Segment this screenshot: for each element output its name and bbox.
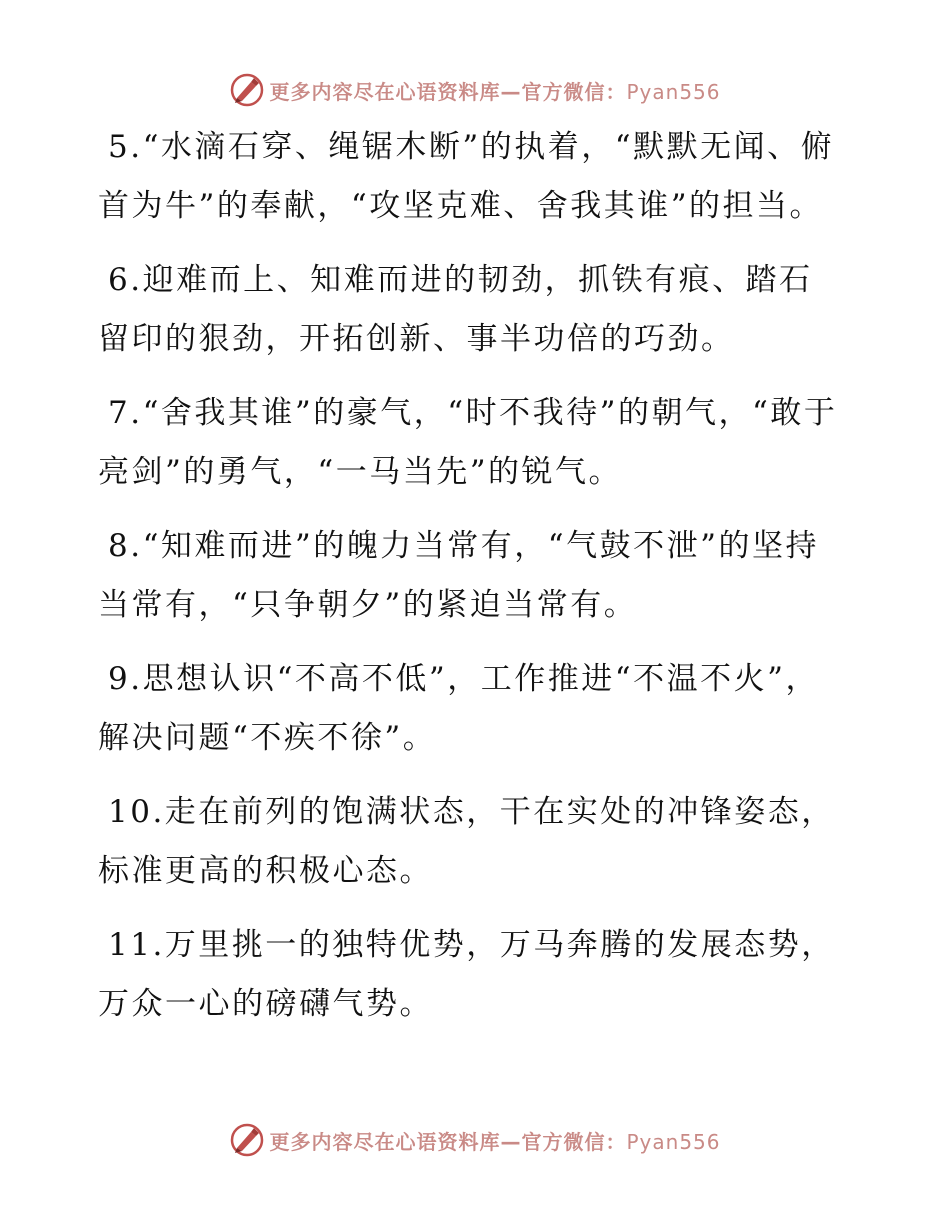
footer-banner xyxy=(0,1120,950,1160)
pen-logo-icon xyxy=(229,1122,265,1158)
paragraph-10: 10.走在前列的饱满状态，干在实处的冲锋姿态，标准更高的积极心态。 xyxy=(98,794,835,889)
paragraph-6: 6.迎难而上、知难而进的韧劲，抓铁有痕、踏石留印的狠劲，开拓创新、事半功倍的巧劲。 xyxy=(98,262,813,357)
paragraph-9: 9.思想认识“不高不低”，工作推进“不温不火”，解决问题“不疾不徐”。 xyxy=(98,661,819,756)
footer-text: 更多内容尽在心语资料库—官方微信：Pyan556 xyxy=(269,1129,721,1154)
header-banner xyxy=(0,70,950,110)
paragraph-5: 5.“水滴石穿、绳锯木断”的执着，“默默无闻、俯首为牛”的奉献，“攻坚克难、舍我其谁”的担当。 xyxy=(98,129,835,224)
wechat-id: Pyan556 xyxy=(626,1129,721,1154)
paragraph-8: 8.“知难而进”的魄力当常有，“气鼓不泄”的坚持当常有，“只争朝夕”的紧迫当常有。 xyxy=(98,528,819,623)
paragraph-7: 7.“舍我其谁”的豪气，“时不我待”的朝气，“敢于亮剑”的勇气，“一马当先”的锐气。 xyxy=(98,395,838,490)
document-body xyxy=(98,118,838,1049)
wechat-id: Pyan556 xyxy=(626,79,721,104)
pen-logo-icon xyxy=(229,72,265,108)
header-text: 更多内容尽在心语资料库—官方微信：Pyan556 xyxy=(269,79,721,104)
paragraph-11: 11.万里挑一的独特优势，万马奔腾的发展态势，万众一心的磅礴气势。 xyxy=(98,927,835,1022)
